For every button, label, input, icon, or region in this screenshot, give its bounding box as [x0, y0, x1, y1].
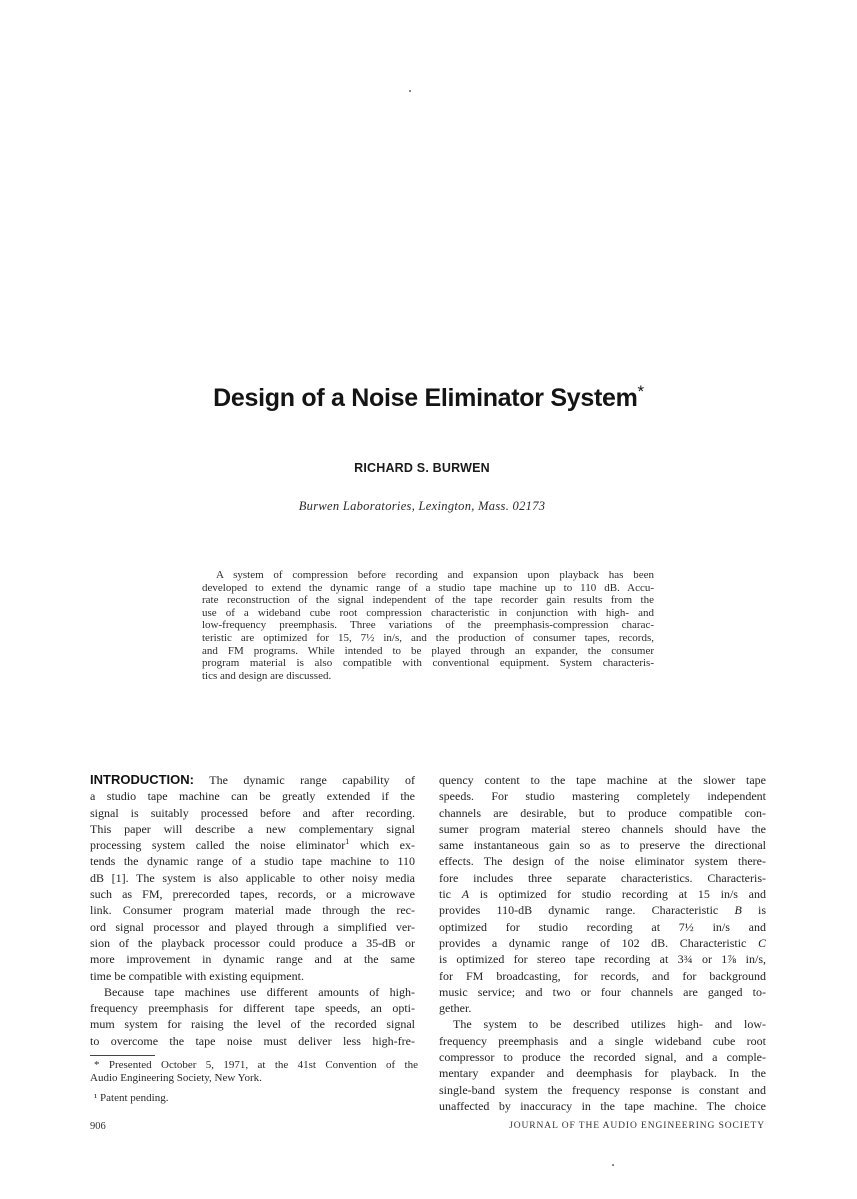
body-text: provides a dynamic range of 102 dB. Characteristic — [439, 935, 758, 950]
body-line: for FM broadcasting, for records, and for background — [439, 968, 766, 983]
section-heading-introduction: INTRODUCTION: — [90, 772, 194, 787]
characteristic-a-label: A — [461, 887, 470, 902]
abstract-line: developed to extend the dynamic range of a studio tape machine up to 110 dB. Accu- — [202, 581, 654, 594]
body-column-left — [90, 772, 415, 1049]
footnote-line: ¹ Patent pending. — [94, 1092, 169, 1104]
body-line: ord signal processor and played through a simplified ver- — [90, 919, 415, 934]
body-line: link. Consumer program material made through the rec- — [90, 903, 415, 918]
characteristic-b-label: B — [734, 903, 742, 918]
body-text: is — [741, 903, 766, 918]
body-line: single-band system the frequency response is constant and — [439, 1082, 766, 1097]
abstract-line: and FM programs. While intended to be played through an expander, the consumer — [202, 644, 654, 657]
body-line: is optimized for stereo tape recording at 3¾ or 1⅞ in/s, — [439, 952, 766, 967]
abstract-line: A system of compression before recording and expansion upon playback has been — [216, 569, 654, 581]
author-name: RICHARD S. BURWEN — [354, 461, 490, 475]
body-line: to overcome the tape noise must deliver less high-fre- — [90, 1033, 415, 1048]
body-line: signal is suitably processed before and after recording. — [90, 805, 415, 820]
footnote-divider — [90, 1055, 155, 1056]
footnote-line: * Presented October 5, 1971, at the 41st Convention of the — [94, 1059, 418, 1071]
body-line: such as FM, prerecorded tapes, records, or a microwave — [90, 887, 415, 902]
body-line: gether. — [439, 1001, 472, 1016]
body-line: effects. The design of the noise eliminator system there- — [439, 854, 766, 869]
body-line: frequency preemphasis for different tape speeds, an opti- — [90, 1001, 415, 1016]
abstract — [202, 569, 654, 682]
body-column-right — [439, 772, 766, 1114]
body-line: quency content to the tape machine at the slower tape — [439, 773, 766, 787]
title-text: Design of a Noise Eliminator System — [213, 384, 638, 412]
body-line: tends the dynamic range of a studio tape machine to 110 — [90, 854, 415, 869]
body-line: channels are desirable, but to produce compatible con- — [439, 805, 766, 820]
body-text: which ex- — [349, 838, 415, 853]
body-line: more improvement in dynamic range and at the same — [90, 952, 415, 967]
body-line: a studio tape machine can be greatly extended if the — [90, 789, 415, 804]
paper-title — [0, 384, 857, 413]
abstract-line: tics and design are discussed. — [202, 669, 332, 682]
body-text: The dynamic range capability of — [209, 773, 415, 787]
scan-speck — [409, 90, 411, 92]
scan-speck — [612, 1164, 614, 1166]
body-line: compressor to produce the recorded signal, and a comple- — [439, 1050, 766, 1065]
body-line: music service; and two or four channels are ganged to- — [439, 984, 766, 999]
footnote-presented — [90, 1059, 418, 1085]
abstract-line: program material is also compatible with conventional equipment. System characteris- — [202, 657, 654, 670]
journal-running-footer: JOURNAL OF THE AUDIO ENGINEERING SOCIETY — [509, 1121, 765, 1131]
body-line: The system to be described utilizes high- and low- — [453, 1017, 766, 1032]
footnote-line: Audio Engineering Society, New York. — [90, 1072, 262, 1084]
body-line: sion of the playback processor could produce a 35-dB or — [90, 935, 415, 950]
body-line-characteristic-a — [439, 886, 766, 902]
body-text: tic — [439, 887, 462, 902]
page-number: 906 — [90, 1121, 106, 1132]
body-line: dB [1]. The system is also applicable to other noisy media — [90, 870, 415, 885]
body-line: same instantaneous gain so as to preserve the directional — [439, 838, 766, 853]
body-line: frequency preemphasis and a single wideband cube root — [439, 1033, 766, 1048]
characteristic-c-label: C — [757, 935, 766, 950]
body-line: Because tape machines use different amounts of high- — [104, 984, 415, 999]
abstract-line: teristic are optimized for 15, 7½ in/s, and the production of consumer tapes, records, — [202, 631, 654, 644]
body-line: fore includes three separate characteristics. Characteris- — [439, 870, 766, 885]
body-line: time be compatible with existing equipment. — [90, 968, 304, 983]
body-text: is optimized for studio recording at 15 in/s and — [469, 887, 766, 902]
abstract-line: use of a wideband cube root compression characteristic in conjunction with high- and — [202, 606, 654, 619]
body-line: speeds. For studio mastering completely independent — [439, 789, 766, 804]
footnote-ref: 1 — [345, 837, 350, 847]
body-text: processing system called the noise eliminator — [90, 838, 346, 853]
body-text: provides 110-dB dynamic range. Characteristic — [439, 903, 735, 918]
abstract-line: rate reconstruction of the signal independent of the tape recorder gain results from the — [202, 594, 654, 607]
footnote-patent — [90, 1092, 418, 1105]
body-line: optimized for studio recording at 7½ in/s and — [439, 919, 766, 934]
body-line: unaffected by inaccuracy in the tape machine. The choice — [439, 1098, 766, 1113]
abstract-line: low-frequency preemphasis. Three variations of the preemphasis-compression charac- — [202, 619, 654, 632]
intro-first-line — [90, 772, 415, 788]
body-line: mentary expander and deemphasis for playback. In the — [439, 1066, 766, 1081]
title-footnote-mark: * — [637, 382, 644, 401]
body-line: mum system for raising the level of the recorded signal — [90, 1017, 415, 1032]
body-line: sumer program material stereo channels should have the — [439, 821, 766, 836]
author-affiliation: Burwen Laboratories, Lexington, Mass. 02173 — [298, 499, 546, 513]
body-line: This paper will describe a new complementary signal — [90, 821, 415, 836]
body-line-characteristic-c — [439, 935, 766, 951]
body-line-with-ref — [90, 837, 415, 853]
body-line-characteristic-b — [439, 902, 766, 918]
